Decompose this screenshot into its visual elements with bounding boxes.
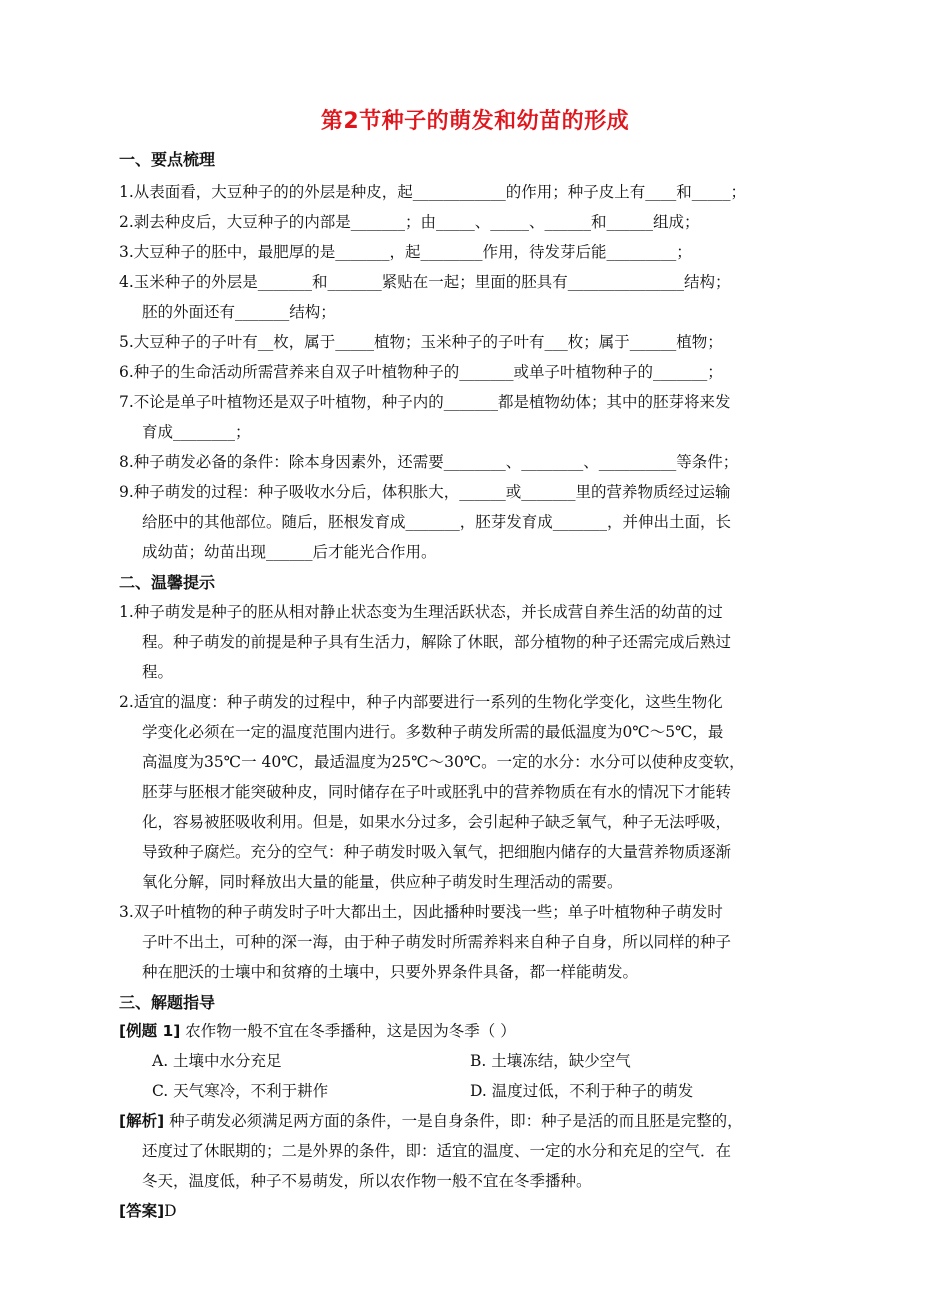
point-line: 成幼苗；幼苗出现______后才能光合作用。 — [142, 543, 437, 561]
example-question-text: 农作物一般不宜在冬季播种，这是因为冬季（ ） — [180, 1022, 516, 1040]
analysis-text: 种子萌发必须满足两方面的条件，一是自身条件，即：种子是活的而且胚是完整的， — [164, 1112, 743, 1130]
point-line: 给胚中的其他部位。随后，胚根发育成_______，胚芽发育成_______，并伸出土面，长 — [142, 513, 732, 531]
option-b: B. 土壤冻结，缺少空气 — [470, 1052, 631, 1070]
tip-line: 导致种子腐烂。充分的空气：种子萌发时吸入氧气，把细胞内储存的大量营养物质逐渐 — [142, 843, 732, 861]
tip-line: 程。种子萌发的前提是种子具有生活力，解除了休眠，部分植物的种子还需完成后熟过 — [142, 633, 732, 651]
section-heading-tips: 二、温馨提示 — [119, 573, 216, 592]
analysis-label: [解析] — [119, 1112, 165, 1130]
tip-line: 学变化必须在一定的温度范围内进行。多数种子萌发所需的最低温度为0℃～5℃，最 — [142, 723, 724, 741]
tip-line: 程。 — [142, 663, 174, 681]
example-label: [例题 1] — [119, 1022, 181, 1040]
point-line: 4.玉米种子的外层是_______和_______紧贴在一起；里面的胚具有_______________结构； — [119, 273, 731, 291]
option-d: D. 温度过低，不利于种子的萌发 — [470, 1082, 694, 1100]
point-line: 8.种子萌发必备的条件：除本身因素外，还需要________、________、__________等条件； — [119, 453, 739, 471]
tip-line: 1.种子萌发是种子的胚从相对静止状态变为生理活跃状态，并长成营自养生活的幼苗的过 — [119, 603, 723, 621]
tip-line: 胚芽与胚根才能突破种皮，同时储存在子叶或胚乳中的营养物质在有水的情况下才能转 — [142, 783, 732, 801]
point-line: 胚的外面还有_______结构； — [142, 303, 336, 321]
section-heading-key-points: 一、要点梳理 — [119, 150, 216, 169]
option-a: A. 土壤中水分充足 — [152, 1052, 282, 1070]
tip-line: 高温度为35℃一 40℃，最适温度为25℃～30℃。一定的水分：水分可以使种皮变软， — [142, 753, 745, 771]
analysis-line: 还度过了休眠期的；二是外界的条件，即：适宜的温度、一定的水分和充足的空气．在 — [142, 1142, 732, 1160]
point-line: 1.从表面看，大豆种子的的外层是种皮，起____________的作用；种子皮上有____和_____； — [119, 183, 747, 201]
analysis-line — [119, 1111, 743, 1131]
tip-line: 2.适宜的温度：种子萌发的过程中，种子内部要进行一系列的生物化学变化，这些生物化 — [119, 693, 723, 711]
answer-label: [答案] — [119, 1202, 165, 1220]
page-title: 第2节种子的萌发和幼苗的形成 — [320, 109, 630, 134]
tip-line: 氧化分解，同时释放出大量的能量，供应种子萌发时生理活动的需要。 — [142, 873, 623, 891]
point-line: 3.大豆种子的胚中，最肥厚的是_______，起________作用，待发芽后能_________； — [119, 243, 692, 261]
option-c: C. 天气寒冷，不利于耕作 — [152, 1082, 329, 1100]
point-line: 7.不论是单子叶植物还是双子叶植物，种子内的_______都是植物幼体；其中的胚芽将来发 — [119, 393, 731, 411]
tip-line: 种在肥沃的士壤中和贫瘠的土壤中，只要外界条件具备，都一样能萌发。 — [142, 963, 639, 981]
answer-line — [119, 1201, 177, 1221]
answer-value: D — [164, 1202, 177, 1220]
example-question — [119, 1021, 516, 1041]
point-line: 2.剥去种皮后，大豆种子的内部是_______；由_____、_____、______和______组成； — [119, 213, 700, 231]
section-heading-guide: 三、解题指导 — [119, 993, 216, 1012]
tip-line: 化，容易被胚吸收利用。但是，如果水分过多，会引起种子缺乏氧气，种子无法呼吸， — [142, 813, 732, 831]
point-line: 育成________； — [142, 423, 251, 441]
point-line: 5.大豆种子的子叶有__枚，属于_____植物；玉米种子的子叶有___枚；属于______植物； — [119, 333, 723, 351]
analysis-line: 冬天，温度低，种子不易萌发，所以农作物一般不宜在冬季播种。 — [142, 1172, 592, 1190]
tip-line: 3.双子叶植物的种子萌发时子叶大都出土，因此播种时要浅一些；单子叶植物种子萌发时 — [119, 903, 723, 921]
tip-line: 子叶不出土，可种的深一海，由于种子萌发时所需养料来自种子自身，所以同样的种子 — [142, 933, 732, 951]
point-line: 9.种子萌发的过程：种子吸收水分后，体积胀大，______或_______里的营养物质经过运输 — [119, 483, 731, 501]
point-line: 6.种子的生命活动所需营养来自双子叶植物种子的_______或单子叶植物种子的_______； — [119, 363, 723, 381]
